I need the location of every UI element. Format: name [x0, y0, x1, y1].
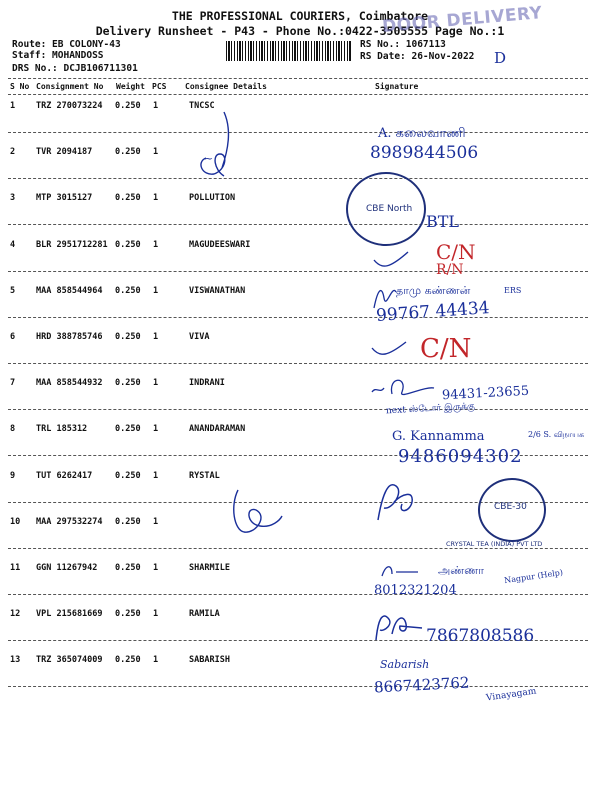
sig-6-note: C/N — [420, 334, 472, 364]
row-pcs: 1 — [153, 655, 159, 666]
sig-12-signature — [370, 610, 426, 644]
company-seal-round — [478, 478, 546, 542]
sig-4-note: C/N — [436, 240, 476, 264]
row-consignee: SABARISH — [189, 655, 230, 666]
runsheet-subtitle: Delivery Runsheet - P43 - Phone No.:0422-3505555 Page No.:1 — [95, 24, 505, 38]
row-consignee: MAGUDEESWARI — [189, 239, 251, 250]
row-sno: 11 — [10, 563, 21, 573]
row-sno: 4 — [10, 239, 16, 250]
row-sno: 9 — [10, 470, 16, 481]
sig-11-scribble — [378, 560, 428, 584]
row-weight: 0.250 — [115, 424, 141, 435]
signature-scribble-1 — [194, 110, 254, 180]
row-weight: 0.250 — [115, 147, 141, 158]
row-consignee: VIVA — [189, 332, 210, 342]
row-consignee: TNCSC — [189, 101, 215, 111]
row-weight: 0.250 — [115, 332, 141, 342]
sig-7-phone: 94431-23655 — [441, 383, 530, 404]
row-weight: 0.250 — [115, 239, 141, 250]
row-consignee: ANANDARAMAN — [189, 424, 246, 435]
header-divider-top — [8, 78, 588, 79]
row-consignment-no: TVR 2094187 — [36, 147, 93, 158]
row-consignee: RYSTAL — [189, 470, 220, 481]
row-consignee: RAMILA — [189, 609, 220, 620]
row-consignment-no: MAA 858544932 — [36, 378, 103, 389]
row-divider — [8, 594, 588, 595]
company-title: THE PROFESSIONAL COURIERS, Coimbatore — [171, 9, 429, 23]
row-consignment-no: TUT 6262417 — [36, 470, 93, 481]
row-sno: 6 — [10, 332, 16, 342]
sig-13-name: Sabarish — [380, 658, 430, 671]
drs-number: DRS No.: DCJB106711301 — [12, 63, 138, 74]
row-divider — [8, 686, 588, 687]
row-pcs: 1 — [153, 101, 159, 111]
row-weight: 0.250 — [115, 609, 141, 620]
row-sno: 3 — [10, 193, 16, 204]
sig-7-scribble — [368, 372, 438, 402]
row-pcs: 1 — [153, 516, 159, 527]
row-sno: 10 — [10, 516, 21, 527]
header-divider-bottom — [8, 94, 588, 95]
rs-number: RS No.: 1067113 — [360, 39, 446, 50]
col-weight: Weight — [116, 82, 145, 91]
sig-7-note: next ஸ்டோர் இருக்கு — [385, 401, 476, 417]
sig-2-mark: ~ — [204, 152, 214, 165]
company-seal-ring-text: CRYSTAL TEA (INDIA) PVT LTD — [446, 540, 543, 548]
sig-5-phone: 99767 44434 — [375, 298, 491, 326]
row-weight: 0.250 — [115, 655, 141, 666]
row-consignment-no: TRL 185312 — [36, 424, 88, 435]
sig-3-note: BTL — [426, 212, 460, 231]
sig-8-addr: 2/6 S. விநாயக — [528, 430, 585, 439]
row-sno: 2 — [10, 147, 16, 158]
row-divider — [8, 132, 588, 133]
row-consignment-no: MAA 297532274 — [36, 516, 103, 527]
row-weight: 0.250 — [115, 470, 141, 481]
rs-date: RS Date: 26-Nov-2022 — [360, 51, 475, 62]
row-weight: 0.250 — [115, 563, 141, 573]
row-divider — [8, 224, 588, 225]
sig-11-name: அண்ணா — [438, 564, 484, 577]
row-weight: 0.250 — [115, 378, 141, 389]
sig-6-tick — [370, 340, 410, 360]
sig-1-phone: 8989844506 — [370, 143, 479, 163]
row-sno: 5 — [10, 285, 16, 296]
row-pcs: 1 — [153, 563, 159, 573]
row-pcs: 1 — [153, 239, 159, 250]
sig-13-addr: Vinayagam — [485, 686, 537, 704]
company-seal-center: CBE-30 — [494, 502, 527, 512]
row-consignment-no: GGN 11267942 — [36, 563, 98, 573]
sig-5-scribble — [370, 282, 400, 312]
office-seal-round — [346, 172, 426, 246]
row-weight: 0.250 — [115, 516, 141, 527]
col-signature: Signature — [375, 82, 419, 91]
col-pcs: PCS — [152, 82, 167, 91]
row-consignment-no: MTP 3015127 — [36, 193, 93, 204]
row-pcs: 1 — [153, 470, 159, 481]
row-weight: 0.250 — [115, 101, 141, 111]
row-pcs: 1 — [153, 332, 159, 342]
row-consignment-no: BLR 2951712281 — [36, 239, 108, 250]
row-divider — [8, 409, 588, 410]
barcode — [226, 41, 352, 61]
row-divider — [8, 178, 588, 179]
row-consignment-no: VPL 215681669 — [36, 609, 103, 620]
row-weight: 0.250 — [115, 193, 141, 204]
row-divider — [8, 363, 588, 364]
row-consignment-no: HRD 388785746 — [36, 332, 103, 342]
sig-5-tail: ERS — [504, 286, 522, 295]
row-consignment-no: TRZ 365074009 — [36, 655, 103, 666]
sig-11-addr: Nagpur (Help) — [503, 567, 564, 586]
signature-scribble-10 — [226, 486, 286, 540]
row-divider — [8, 317, 588, 318]
sig-4-tick — [372, 248, 412, 272]
sig-1-name: A. கலைவாணி — [378, 126, 466, 141]
col-consignee: Consignee Details — [185, 82, 267, 91]
row-pcs: 1 — [153, 147, 159, 158]
row-divider — [8, 271, 588, 272]
row-consignee: SHARMILE — [189, 563, 230, 573]
row-pcs: 1 — [153, 285, 159, 296]
office-seal-text: CBE North — [366, 204, 413, 214]
row-consignment-no: TRZ 270073224 — [36, 101, 103, 111]
row-consignee: VISWANATHAN — [189, 285, 246, 296]
staff-label: Staff: MOHANDOSS — [12, 50, 104, 61]
row-weight: 0.250 — [115, 285, 141, 296]
sig-9-signature — [372, 476, 422, 526]
col-consignment: Consignment No — [36, 82, 104, 91]
row-sno: 8 — [10, 424, 16, 435]
sig-4-note2: R/N — [436, 262, 464, 278]
page-stamp-mark: D — [494, 49, 507, 67]
row-consignee: POLLUTION — [189, 193, 236, 204]
row-pcs: 1 — [153, 609, 159, 620]
sig-5-text: தாமு கண்ணன் — [396, 284, 471, 297]
sig-8-name: G. Kannamma — [392, 429, 485, 444]
row-sno: 13 — [10, 655, 21, 666]
row-pcs: 1 — [153, 378, 159, 389]
col-sno: S No — [10, 82, 30, 91]
row-pcs: 1 — [153, 424, 159, 435]
sig-11-phone: 8012321204 — [374, 583, 457, 598]
sig-8-phone: 9486094302 — [398, 446, 523, 467]
row-sno: 1 — [10, 101, 16, 111]
row-sno: 7 — [10, 378, 16, 389]
sig-12-phone: 7867808586 — [426, 626, 535, 646]
row-pcs: 1 — [153, 193, 159, 204]
sig-13-phone: 8667423762 — [373, 673, 470, 697]
door-delivery-stamp: DOOR DELIVERY — [381, 3, 544, 37]
row-consignment-no: MAA 858544964 — [36, 285, 103, 296]
row-consignee: INDRANI — [189, 378, 225, 389]
route-label: Route: EB COLONY-43 — [12, 39, 121, 50]
row-sno: 12 — [10, 609, 21, 620]
